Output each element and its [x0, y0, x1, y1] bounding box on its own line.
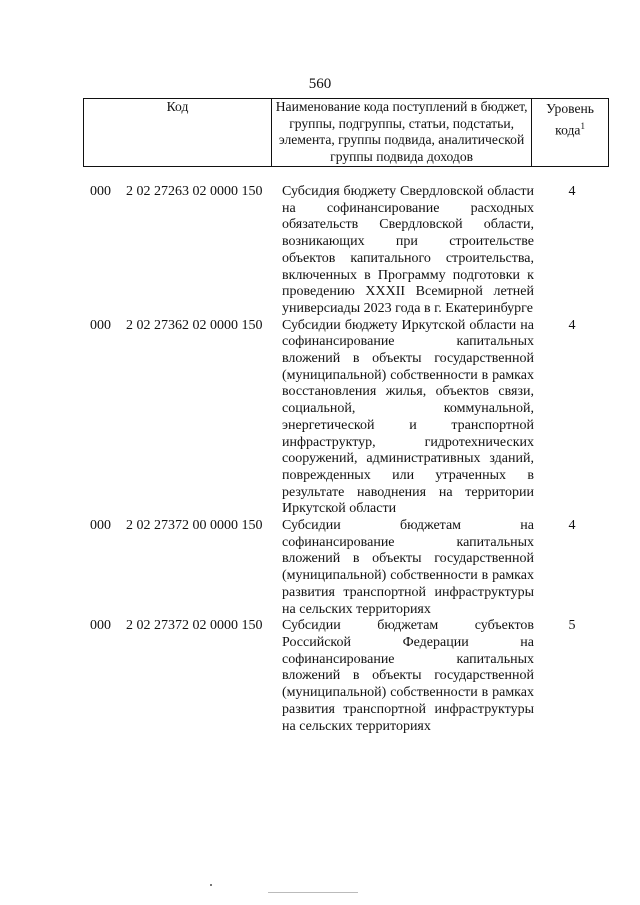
page-number: 560	[308, 76, 332, 92]
header-code: Код	[84, 99, 272, 167]
row-admin-code: 000	[90, 518, 111, 534]
row-admin-code: 000	[90, 184, 111, 199]
row-level: 4	[568, 518, 576, 534]
row-code: 2 02 27372 02 0000 150	[126, 618, 263, 634]
row-name: Субсидии бюджету Иркутской области на софинансирование капитальных вложений в объекты государственной (муниципальной) собственности в рамках восстановления жилья, объектов связи, социальной, коммунальной, энергетической и транспортной инфраструктур, гидротехнических сооружений, административных зданий, поврежденных или утраченных в результате наводнения на территории Иркутской области	[282, 317, 534, 517]
header-level-footnote: 1	[580, 120, 585, 131]
row-code: 2 02 27372 00 0000 150	[126, 518, 263, 534]
scan-speck	[210, 884, 212, 886]
row-name: Субсидии бюджетам субъектов Российской Федерации на софинансирование капитальных вложений в объекты государственной (муниципальной) собственности в рамках развития транспортной инфраструктуры на сельских территориях	[282, 618, 534, 734]
row-level: 4	[568, 317, 576, 333]
row-admin-code: 000	[90, 317, 111, 333]
table-row	[0, 518, 640, 618]
table-header	[83, 98, 609, 167]
table-row	[0, 618, 640, 735]
header-name: Наименование кода поступлений в бюджет, группы, подгруппы, статьи, подстатьи, элемента, группы подвида, аналитической группы подвида доходов	[272, 99, 532, 167]
row-name: Субсидия бюджету Свердловской области на софинансирование расходных обязательств Свердловской области, возникающих при строительстве объектов капитального строительства, включенных в Программу подготовки к проведению XXXII Всемирной летней универсиады 2023 года в г. Екатеринбурге	[282, 184, 534, 316]
row-name: Субсидии бюджетам на софинансирование капитальных вложений в объекты государственной (муниципальной) собственности в рамках развития транспортной инфраструктуры на сельских территориях	[282, 518, 534, 617]
row-code: 2 02 27263 02 0000 150	[126, 184, 263, 199]
header-level-label: Уровень кода	[546, 101, 594, 138]
table-row	[0, 318, 640, 518]
row-code: 2 02 27362 02 0000 150	[126, 317, 263, 333]
scan-edge-line	[268, 892, 358, 893]
row-level: 5	[568, 618, 576, 634]
header-level	[532, 99, 609, 167]
table-row	[0, 184, 640, 318]
table-body	[0, 184, 640, 735]
row-admin-code: 000	[90, 618, 111, 634]
row-level: 4	[568, 184, 576, 199]
